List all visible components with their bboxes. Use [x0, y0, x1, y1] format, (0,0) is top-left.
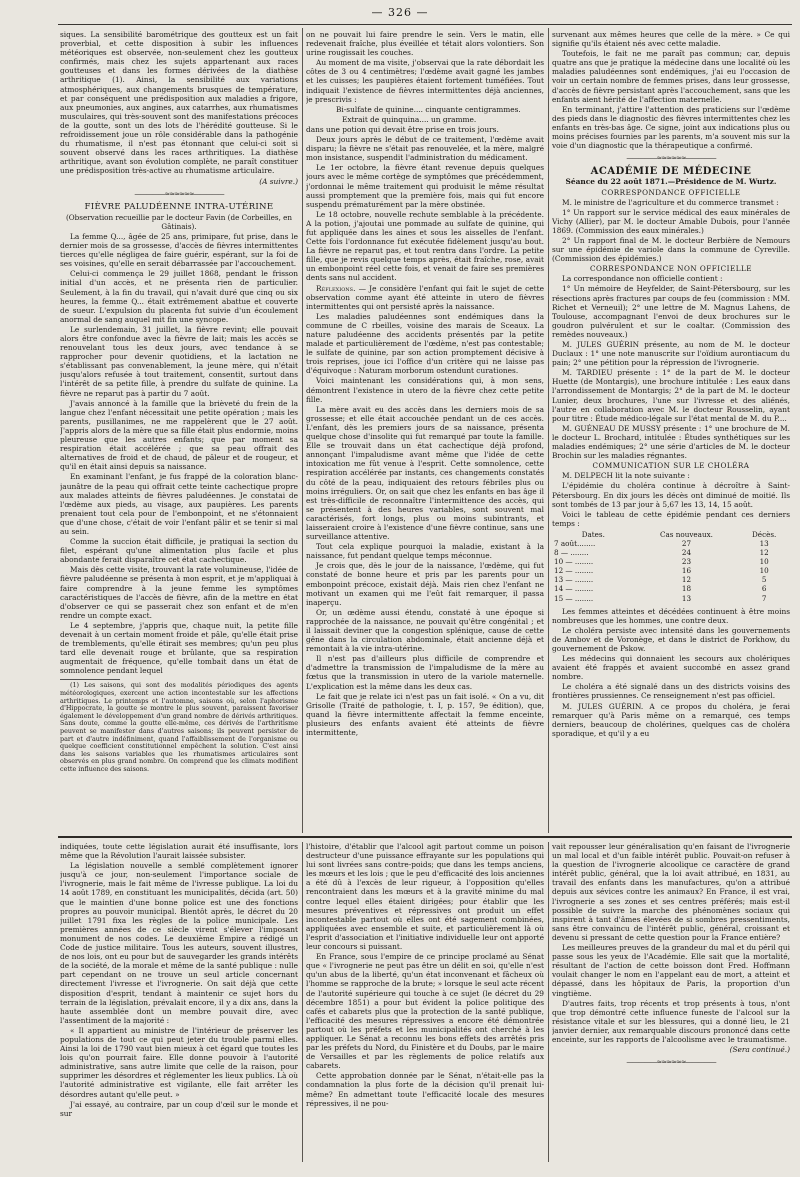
prescription-line: Bi-sulfate de quinine.... cinquante centigrammes. — [336, 104, 521, 114]
paragraph: Voici le tableau de cette épidémie pendant ces derniers temps : — [552, 509, 790, 528]
table-cell: 8 — ........ — [554, 548, 589, 558]
paragraph: M. JULES GUÉRIN présente, au nom de M. le docteur Duclaux : 1° une note manuscrite sur l'oïdium aurontiacum du pain; 2° une pétition pour la répression de l'ivrognerie. — [552, 340, 790, 368]
cholera-table — [552, 530, 790, 603]
feuilleton-column-1 — [60, 842, 298, 1167]
paragraph: M. GUÉNEAU DE MUSSY présente : 1° une brochure de M. le docteur L. Brochard, intitulée : Études synthétiques sur les maladies endémiques; 2° une série d'articles de M. le docteur Brochin sur les maladies régnantes. — [552, 423, 790, 461]
table-cell: 13 — [759, 538, 769, 548]
table-cell: 14 — ........ — [554, 584, 594, 594]
column-divider-1 — [302, 28, 303, 833]
paragraph: M. DELPECH lit la note suivante : — [562, 471, 690, 481]
paragraph: Le choléra persiste avec intensité dans les gouvernements de Ambov et de Voronège, et dans le district de Porkhow, du gouvernement de Pskow. — [552, 625, 790, 653]
paragraph: dans une potion qui devait être prise en trois jours. — [306, 124, 499, 134]
column-divider-2 — [548, 28, 549, 833]
paragraph: l'histoire, d'établir que l'alcool agit partout comme un poison destructeur d'une puissance effrayante sur les populations qui lui sont livrées sans contre-poids; que dans les temps anciens, les mœurs et les lois ; que le peu d'efficacité des lois anciennes a été dû à l'excès de leur rigueur, à l'opposition qu'elles rencontraient dans les mœurs et à la gravité minime du mal contre lequel elles étaient dirigées; pour établir que les mesures préventives et répressives ont produit un effet incontestable partout où elles ont été sagement combinées, appliquées avec ensemble et suite, et particulièrement là où l'esprit d'association et l'initiative individuelle leur ont apporté leur concours si puissant. — [306, 842, 544, 952]
table-header-row — [552, 530, 790, 539]
paragraph: Celui-ci commença le 29 juillet 1868, pendant le frisson initial d'un accès, et ne présenta rien de particulier. Seulement, à la fin du travail, qui n'avait duré que cinq ou six heures, la femme Q... était extrêmement abattue et couverte de sueur. L'expulsion du placenta fut suivie d'un écoulement anormal de sang auquel mit fin une syncope. — [60, 269, 298, 324]
table-cell: 7 — [761, 593, 767, 603]
paragraph: Or, un œdème aussi étendu, constaté à une époque si rapprochée de la naissance, ne pouvait qu'être congénital ; et il laissait deviner que la congestion splénique, cause de cette gêne dans la circulation abdominale, était ancienne déjà et remontait à la vie intra-utérine. — [306, 607, 544, 654]
column-3 — [552, 30, 790, 833]
subsection-title: CORRESPONDANCE NON OFFICIELLE — [589, 264, 753, 274]
column-1 — [60, 30, 298, 833]
paragraph: Je considère l'enfant qui fait le sujet de cette observation comme ayant été atteinte in utero de fièvres intermittentes qui ont persisté après la naissance. — [306, 283, 544, 311]
paragraph: Cette approbation donnée par le Sénat, n'était-elle pas la condamnation la plus forte de la décision qu'il prenait lui-même? En admettant toute l'efficacité locale des mesures répressives, il ne pou- — [306, 1071, 544, 1108]
feuilleton-rule — [58, 836, 792, 838]
top-rule — [58, 24, 792, 25]
paragraph: Les meilleures preuves de la grandeur du mal et du péril qui passe sous les yeux de l'Académie. Elle sait que la mortalité, résultant de l'action de cette boisson dont Fred. Hoffmann voulait changer le nom en l'appelant eau de mort, a atteint et dépassé, dans les hôpitaux de Paris, la proportion d'un vingtième. — [552, 943, 790, 998]
paragraph: Le fait que je relate ici n'est pas un fait isolé. « On a vu, dit Grisolle (Traité de pathologie, t. I, p. 157, 9e édition), que, quand la fièvre intermittente affectait la femme enceinte, plusieurs des enfants avaient été atteints de fièvre intermittente, — [306, 691, 544, 738]
table-header: Dates. — [581, 529, 605, 539]
paragraph: La femme Q..., âgée de 25 ans, primipare, fut prise, dans le dernier mois de sa grossesse, d'accès de fièvres intermittentes tierces qu'elle négligea de faire guérir, espérant, sur la foi de ses voisines, qu'elle en serait débarrassée par l'accouchement. — [60, 231, 298, 269]
ornament-separator: —————≈≈≈≈≈≈————— — [626, 1058, 716, 1067]
table-cell: 10 — [759, 557, 769, 567]
footnote-rule — [60, 679, 120, 680]
table-cell: 12 — [681, 575, 692, 585]
paragraph: Le 4 septembre, j'appris que, chaque nuit, la petite fille devenait à un certain moment froide et pâle, qu'elle était prise de tremblements, qu'elle étirait ses membres; qu'un peu plus tard elle devenait rouge et brûlante, que sa respiration augmentait de fréquence, qu'elle tombait dans un état de somnolence pendant lequel — [60, 620, 298, 676]
to-be-continued: (Sera continué.) — [729, 1045, 790, 1055]
to-be-continued: (A suivre.) — [259, 176, 298, 186]
paragraph: Le 18 octobre, nouvelle rechute semblable à la précédente. A la potion, j'ajoutai une pommade au sulfate de quinine, qui fut appliquée dans les aines et sous les aisselles de l'enfant. Cette fois l'ordonnance fut exécutée fidèlement jusqu'au bout. La fièvre ne reparut pas, et tout rentra dans l'ordre. La petite fille, que je revis quelque temps après, était fraîche, rose, avait un embonpoint réel cette fois, et venait de faire ses premières dents sans nul accident. — [306, 209, 544, 283]
feuilleton-column-3 — [552, 842, 790, 1167]
table-cell: 12 — ........ — [554, 566, 594, 576]
table-header: Décès. — [752, 529, 777, 539]
table-row — [552, 566, 790, 575]
table-row — [552, 594, 790, 603]
footnote: (1) Les saisons, qui sont des modalités périodiques des agents météorologiques, exercent une action incontestable sur les affections arthritiques. Le printemps et l'automne, saisons où, selon l'aphorisme d'Hippocrate, la goutte se montre le plus souvent, paraissent favoriser également le développement d'un grand nombre de dérivés arthritiques. Sans doute, comme la goutte elle-même, ces dérivés de l'arthritisme peuvent se manifester dans d'autres saisons; ils peuvent persister de part et d'autre indéfiniment, quand l'affaiblissement de l'organisme ou quelque coefficient constitutionnel empêchent la solution. C'est ainsi dans les saisons variables que les rhumatismes articulaires sont observés en plus grand nombre. On comprend que les climats modifient cette influence des saisons. — [60, 681, 298, 773]
paragraph: 1° Un mémoire de Heyfelder, de Saint-Pétersbourg, sur les résections après fractures par coups de feu (commission : MM. Richet et Verneuil); 2° une lettre de M. Magnus Lahens, de Toulouse, accompagnant l'envoi de deux brochures sur le goudron pulvérulent et sur le coaltar. (Commission des remèdes nouveaux.) — [552, 284, 790, 339]
table-cell: 18 — [681, 584, 692, 594]
table-row — [552, 557, 790, 566]
table-cell: 13 — [681, 593, 692, 603]
paragraph: Voici maintenant les considérations qui, à mon sens, démontrent l'existence in utero de la fièvre chez cette petite fille. — [306, 376, 544, 404]
paragraph: Le choléra a été signalé dans un des districts voisins des frontières prussiennes. Ce renseignement n'est pas officiel. — [552, 682, 790, 701]
table-cell: 15 — ........ — [554, 593, 594, 603]
paragraph: 1° Un rapport sur le service médical des eaux minérales de Vichy (Allier), par M. le docteur Amable Dubois, pour l'année 1869. (Commission des eaux minérales.) — [552, 207, 790, 235]
ornament-separator: —————≈≈≈≈≈≈————— — [626, 154, 716, 163]
paragraph: En terminant, j'attire l'attention des praticiens sur l'œdème des pieds dans le diagnostic des fièvres intermittentes chez les enfants en très-bas âge. Ce signe, joint aux indications plus ou moins précises fournies par les parents, m'a souvent mis sur la voie d'un diagnostic que la thérapeutique a confirmé. — [552, 104, 790, 151]
feuilleton-column-2 — [306, 842, 544, 1167]
subsection-title: CORRESPONDANCE OFFICIELLE — [601, 187, 741, 197]
paragraph: Je crois que, dès le jour de la naissance, l'œdème, qui fut constaté de bonne heure et pris par les parents pour un embonpoint précoce, existait déjà. Mais rien chez l'enfant ne motivant un examen qui me l'eût fait remarquer, il passa inaperçu. — [306, 561, 544, 607]
table-cell: 10 — [759, 566, 769, 576]
paragraph: M. JULES GUÉRIN. A ce propos du choléra, je ferai remarquer qu'à Paris même on a remarqué, ces temps derniers, beaucoup de cholérines, quelques cas de choléra sporadique, et qu'il y a eu — [552, 701, 790, 738]
table-row — [552, 548, 790, 557]
article-title: FIÈVRE PALUDÉENNE INTRA-UTÉRINE — [84, 201, 274, 212]
prescription-line: Extrait de quinquina.... un gramme. — [342, 114, 477, 124]
paragraph: vait repousser leur généralisation qu'en faisant de l'ivrognerie un mal local et d'un faible intérêt public. Pouvait-on refuser à la question de l'ivrognerie alcoolique ce caractère de grand intérêt public, général, que la loi avait attribué, en 1831, au travail des enfants dans les manufactures, qu'on a attribué depuis aux sévices contre les animaux? En France, il est vrai, l'ivrognerie a ses zones et ses centres préférés; mais est-il possible de suivre la marche des phénomènes sociaux qui inspirent à tant d'âmes élevées de si sombres pressentiments, sans être convaincu de l'intérêt public, général, croissant et devenu si pressant de cette question pour la France entière? — [552, 842, 790, 942]
paragraph: Deux jours après le début de ce traitement, l'œdème avait disparu; la fièvre ne s'était pas renouvelée, et la mère, malgré mon insistance, suspendit l'administration du médicament. — [306, 135, 544, 163]
paragraph: La correspondance non officielle contient : — [562, 274, 723, 284]
paragraph: Comme la succion était difficile, je pratiquai la section du filet, espérant qu'une alimentation plus facile et plus abondante ferait disparaître cet état cachectique. — [60, 537, 298, 565]
ornament-separator: —————≈≈≈≈≈≈————— — [134, 189, 224, 198]
page-number: — 326 — — [371, 6, 429, 19]
table-cell: 5 — [761, 575, 767, 585]
section-title: ACADÉMIE DE MÉDECINE — [590, 166, 752, 178]
paragraph: En France, sous l'empire de ce principe proclamé au Sénat que « l'ivrognerie ne peut pas être un délit en soi, qu'elle n'est qu'un abus de la liberté, qu'un état inconvenant et fâcheux où l'homme se rapproche de la brute; » lorsque le seul acte récent de l'autorité supérieure qui touche à ce sujet (le décret du 29 décembre 1851) a pour but évident la police politique des cafés et cabarets plus que la protection de la santé publique, l'efficacité des mesures répressives a encore été démontrée partout où les préfets et les municipalités ont cherché à les appliquer. Le Sénat a reconnu les bons effets des arrêtés pris par les préfets du Nord, du Finistère et du Doubs, par le maire de Versailles et par les règlements de police relatifs aux cabarets. — [306, 952, 544, 1071]
paragraph: on ne pouvait lui faire prendre le sein. Vers le matin, elle redevenait fraîche, plus éveillée et tétait alors volontiers. Son urine rougissait les couches. — [306, 30, 544, 58]
paragraph: La législation nouvelle a semblé complètement ignorer jusqu'à ce jour, non-seulement l'importance sociale de l'ivrognerie, mais le fait même de l'ivresse publique. La loi du 14 août 1789, en constituant les municipalités, décida (art. 50) que le maintien d'une bonne police est une des fonctions propres au pouvoir municipal. Bientôt après, le décret du 20 juillet 1791 fixa les règles de la police municipale. Les premières années de ce siècle virent s'élever l'imposant monument de nos codes. Le deuxième Empire a rédigé un Code de justice militaire. Tous les auteurs, souvent illustres, de nos lois, ont eu pour but de sauvegarder les grands intérêts de la société, de la morale et même de la santé publique : nulle part cependant on ne trouve un seul article concernant directement l'ivresse et l'ivrognerie. On sait déjà que cette disposition d'esprit, tendant à maintenir ce sujet hors du terrain de la législation, prévalait encore, il y a dix ans, dans la haute assemblée dont un membre pouvait dire, avec l'assentiment de la majorité : — [60, 861, 298, 1025]
paragraph: Toutefois, le fait ne me paraît pas commun; car, depuis quatre ans que je pratique la médecine dans une localité où les maladies paludéennes sont endémiques, j'ai eu l'occasion de voir un certain nombre de femmes prises, dans leur grossesse, d'accès de fièvre persistant après l'accouchement, sans que les enfants aient hérité de l'affection maternelle. — [552, 49, 790, 104]
paragraph: siques. La sensibilité barométrique des goutteux est un fait proverbial, et cette disposition à subir les influences météoriques est observée, non-seulement chez les goutteux confirmés, mais chez les sujets appartenant aux races goutteuses et dans les formes dérivées de la diathèse arthritique (1). Ainsi, la sensibilité aux variations atmosphériques, aux changements brusques de température, et par conséquent une prédisposition aux maladies a frigore, aux pneumonies, aux angines, aux catarrhes, aux rhumatismes musculaires, qui très-souvent sont des manifestations précoces de la goutte, sont un des lots de l'hérédité goutteuse. Si le refroidissement joue un rôle considérable dans la pathogénie du rhumatisme, il n'est pas étonnant que celui-ci soit si souvent observé dans les races arthritiques. La diathèse arthritique, avant son évolution complète, ne paraît constituer une prédisposition très-active au rhumatisme articulaire. — [60, 30, 298, 176]
column-divider-4 — [548, 842, 549, 1162]
table-cell: 10 — ........ — [554, 557, 594, 567]
article-subtitle: (Observation recueillie par le docteur Favin (de Corbeilles, en Gâtinais). — [65, 212, 293, 231]
paragraph: « Il appartient au ministre de l'intérieur de préserver les populations de tout ce qui peut jeter du trouble parmi elles. Ainsi la loi de 1790 vaut bien mieux à cet égard que toutes les lois qu'on pourrait faire. Elle donne pouvoir à l'autorité administrative, sans autre limite que celle de la raison, pour supprimer les désordres et réglementer les lieux publics. Là où l'autorité administrative est vigilante, elle fait arrêter les désordres autant qu'elle peut. » — [60, 1025, 298, 1099]
table-row — [552, 575, 790, 584]
table-row — [552, 584, 790, 593]
reflections-label: Réflexions. — [316, 283, 356, 293]
table-cell: 12 — [759, 548, 769, 558]
paragraph: Il n'est pas d'ailleurs plus difficile de comprendre et d'admettre la transmission de l'impaludisme de la mère au fœtus que la transmission in utero de la variole maternelle. L'explication est la même dans les deux cas. — [306, 654, 544, 691]
paragraph: indiquées, toute cette législation aurait été insuffisante, lors même que la Révolution l'aurait laissée subsister. — [60, 842, 298, 861]
paragraph: survenant aux mêmes heures que celle de la mère. » Ce qui signifie qu'ils étaient nés avec cette maladie. — [552, 30, 790, 49]
table-cell: 23 — [681, 557, 692, 567]
paragraph: J'ai essayé, au contraire, par un coup d'œil sur le monde et sur — [60, 1099, 298, 1118]
table-cell: 16 — [681, 566, 692, 576]
paragraph: Mais dès cette visite, trouvant la rate volumineuse, l'idée de fièvre paludéenne se présenta à mon esprit, et je m'appliquai à faire comprendre à la jeune femme les symptômes caractéristiques de l'accès de fièvre, afin de la mettre en état d'observer ce qui se passerait chez son enfant et de m'en rendre un compte exact. — [60, 565, 298, 620]
table-cell: 7 août........ — [554, 538, 596, 548]
paragraph: Tout cela explique pourquoi la maladie, existant à la naissance, fut pendant quelque temps méconnue. — [306, 542, 544, 561]
paragraph: Les maladies paludéennes sont endémiques dans la commune de C rbeilles, voisine des marais de Sceaux. La nature paludéenne des accidents présentés par la petite malade et particulièrement de l'œdème, n'est pas contestable; le sulfate de quinine, par son action promptement décisive à trois reprises, joue ici l'office d'un critère qui ne laisse pas d'équivoque : Naturam morborum ostendunt curationes. — [306, 311, 544, 376]
paragraph: En examinant l'enfant, je fus frappé de la coloration blanc-jaunâtre de la peau qui offrait cette teinte cachectique propre aux malades atteints de fièvres paludéennes. Je constatai de l'œdème aux pieds, au visage, aux paupières. Les parents prenaient tout cela pour de l'embonpoint, et ne s'étonnaient que d'une chose, c'était de voir l'enfant pâlir et se tenir si mal au sein. — [60, 472, 298, 536]
paragraph: 2° Un rapport final de M. le docteur Berbière de Nemours sur une épidémie de variole dans la commune de Cyreville. (Commission des épidémies.) — [552, 235, 790, 264]
column-2: on ne pouvait lui faire prendre le sein. Vers le matin, elle redevenait fraîche, plus éveillée et tétait alors volontiers. Son urine rougissait les couches. Au moment de ma visite, j'observai que la rate débordait les côtes de 3 ou 4 centimètres; l'œdème avait gagné les jambes et les cuisses; les paupières étaient fortement tuméfiées. Tout indiquait l'existence de fièvres intermittentes déjà anciennes, je prescrivis : Bi-sulfate de quinine.... cinquante centigrammes. Extrait de quinquina.... un gramme. dans une potion qui devait être prise en trois jours. Deux jours après le début de ce traitement, l'œdème avait disparu; la fièvre ne s'était pas renouvelée, et la mère, malgré mon insistance, suspendit l'administration du médicament. Le 1er octobre, la fièvre étant revenue depuis quelques jours avec le même cortège de symptômes que précédemment, j'ordonnai le même traitement qui produisit le même résultat aussi promptement que la première fois, mais qui fut encore suspendu prématurément par la mère obstinée. Le 18 octobre, nouvelle rechute semblable à la précédente. A la potion, j'ajoutai une pommade au sulfate de quinine, qui fut appliquée dans les aines et sous les aisselles de l'enfant. Cette fois l'ordonnance fut exécutée fidèlement jusqu'au bout. La fièvre ne reparut pas, et tout rentra dans l'ordre. La petite fille, que je revis quelque temps après, était fraîche, rose, avait un embonpoint réel cette fois, et venait de faire ses premières dents sans nul accident. Réflexions. — Je considère l'enfant qui fait le sujet de cette observation comme ayant été atteinte in utero de fièvres intermittentes qui ont persisté après la naissance. Les maladies paludéennes sont endémiques dans la commune de C rbeilles, voisine des marais de Sceaux. La nature paludéenne des accidents présentés par la petite malade et particulièrement de l'œdème, n'est pas contestable; le sulfate de quinine, par son action promptement décisive à trois reprises, joue ici l'office d'un critère qui ne laisse pas d'équivoque : Naturam morborum ostendunt curationes. Voici maintenant les considérations qui, à mon sens, démontrent l'existence in utero de la fièvre chez cette petite fille. La mère avait eu des accès dans les derniers mois de sa grossesse; et elle était accouchée pendant un de ces accès. L'enfant, dès les premiers jours de sa naissance, présenta quelque chose d'insolite qui fut remarqué par toute la famille. Elle se trouvait dans un état cachectique déjà profond, annonçant l'impaludisme avant même que l'idée de cette intoxication me fût venue à l'esprit. Cette somnolence, cette respiration accélérée par instants, ces changements constatés du côté de la peau, indiquaient des retours fébriles plus ou moins irréguliers. Or, on sait que chez les enfants en bas âge il est très-difficile de reconnaître l'intermittence des accès, qui se présentent à des heures variables, sont souvent mal caractérisés, fort longs, plus ou moins subintrants, et laisseraient croire à l'existence d'une fièvre continue, sans une surveillance attentive. Tout cela explique pourquoi la maladie, existant à la naissance, fut pendant quelque temps méconnue. Je crois que, dès le jour de la naissance, l'œdème, qui fut constaté de bonne heure et pris par les parents pour un embonpoint précoce, existait déjà. Mais rien chez l'enfant ne motivant un examen qui me l'eût fait remarquer, il passa inaperçu. Or, un œdème aussi étendu, constaté à une époque si rapprochée de la naissance, ne pouvait qu'être congénital ; et il laissait deviner que la congestion splénique, cause de cette gêne dans la circulation abdominale, était ancienne déjà et remontait à la vie intra-utérine. Il n'est pas d'ailleurs plus difficile de comprendre et d'admettre la transmission de l'impaludisme de la mère au fœtus que la transmission in utero de la variole maternelle. L'explication est la même dans les deux cas. Le fait que je relate ici n'est pas un fait isolé. « On a vu, dit Grisolle (Traité de pathologie, t. I, p. 157, 9e édition), que, quand la fièvre intermittente affectait la femme enceinte, plusieurs des enfants avaient été atteints de fièvre intermittente, — [306, 30, 544, 738]
table-cell: 13 — ........ — [554, 575, 594, 585]
paragraph: La mère avait eu des accès dans les derniers mois de sa grossesse; et elle était accouchée pendant un de ces accès. L'enfant, dès les premiers jours de sa naissance, présenta quelque chose d'insolite qui fut remarqué par toute la famille. Elle se trouvait dans un état cachectique déjà profond, annonçant l'impaludisme avant même que l'idée de cette intoxication me fût venue à l'esprit. Cette somnolence, cette respiration accélérée par instants, ces changements constatés du côté de la peau, indiquaient des retours fébriles plus ou moins irréguliers. Or, on sait que chez les enfants en bas âge il est très-difficile de reconnaître l'intermittence des accès, qui se présentent à des heures variables, sont souvent mal caractérisés, fort longs, plus ou moins subintrants, et laisseraient croire à l'existence d'une fièvre continue, sans une surveillance attentive. — [306, 404, 544, 542]
table-header: Cas nouveaux. — [660, 529, 713, 539]
column-divider-3 — [302, 842, 303, 1162]
table-cell: 24 — [681, 548, 692, 558]
table-row — [552, 539, 790, 548]
paragraph: J'avais annoncé à la famille que la brièveté du frein de la langue chez l'enfant nécessitait une petite opération ; mais les parents, pusillanimes, ne me rappelèrent que le 27 août. J'appris alors de la mère que sa fille était plus endormie, moins pleureuse que les autres enfants; que par moment sa respiration était accélérée ; que sa peau offrait des alternatives de froid et de chaud, de pâleur et de rougeur, et qu'il en était ainsi depuis sa naissance. — [60, 398, 298, 472]
table-cell: 6 — [761, 584, 767, 594]
paragraph: Les femmes atteintes et décédées continuent à être moins nombreuses que les hommes, une contre deux. — [552, 606, 790, 625]
paragraph: Les médecins qui donnaient les secours aux cholériques avaient été frappés et avaient succombé en assez grand nombre. — [552, 654, 790, 682]
paragraph: Le surlendemain, 31 juillet, la fièvre revint; elle pouvait alors être confondue avec la fièvre de lait; mais les accès se renouvelant tous les deux jours, avec tendance à se rapprocher pour devenir quotidiens, et la lactation ne s'établissant pas convenablement, la jeune mère, qui n'était jusqu'alors refusée à tout traitement, consentit, surtout dans l'intérêt de sa petite fille, à prendre du sulfate de quinine. La fièvre ne reparut pas à partir du 7 août. — [60, 324, 298, 398]
paragraph: M. TARDIEU présente : 1° de la part de M. le docteur Huette (de Montargis), une brochure intitulée : Les eaux dans l'arrondissement de Montargis; 2° de la part de M. le docteur Lunier, deux brochures, l'une sur l'ivresse et des aliénés, l'autre en collaboration avec M. le docteur Rousselin, ayant pour titre : Étude médico-légale sur l'état mental de M. du P.... — [552, 368, 790, 423]
paragraph: L'épidémie du choléra continue à décroître à Saint-Pétersbourg. En dix jours les décès ont diminué de moitié. Ils sont tombés de 13 par jour à 5,67 les 13, 14, 15 août. — [552, 481, 790, 509]
table-cell: 27 — [681, 538, 692, 548]
paragraph: Au moment de ma visite, j'observai que la rate débordait les côtes de 3 ou 4 centimètres; l'œdème avait gagné les jambes et les cuisses; les paupières étaient fortement tuméfiées. Tout indiquait l'existence de fièvres intermittentes déjà anciennes, je prescrivis : — [306, 58, 544, 104]
subsection-title: COMMUNICATION SUR LE CHOLÉRA — [592, 461, 750, 471]
paragraph: M. le ministre de l'agriculture et du commerce transmet : — [562, 197, 779, 207]
paragraph: Le 1er octobre, la fièvre étant revenue depuis quelques jours avec le même cortège de symptômes que précédemment, j'ordonnai le même traitement qui produisit le même résultat aussi promptement que la première fois, mais qui fut encore suspendu prématurément par la mère obstinée. — [306, 163, 544, 209]
session-subtitle: Séance du 22 août 1871.—Présidence de M. Wurtz. — [565, 177, 777, 187]
paragraph: D'autres faits, trop récents et trop présents à tous, n'ont que trop démontré cette influence funeste de l'alcool sur la résistance vitale et sur les blessures, qui a donné lieu, le 21 janvier dernier, aux remarquable discours prononcé dans cette enceinte, sur les rapports de l'alcoolisme avec le traumatisme. — [552, 998, 790, 1044]
